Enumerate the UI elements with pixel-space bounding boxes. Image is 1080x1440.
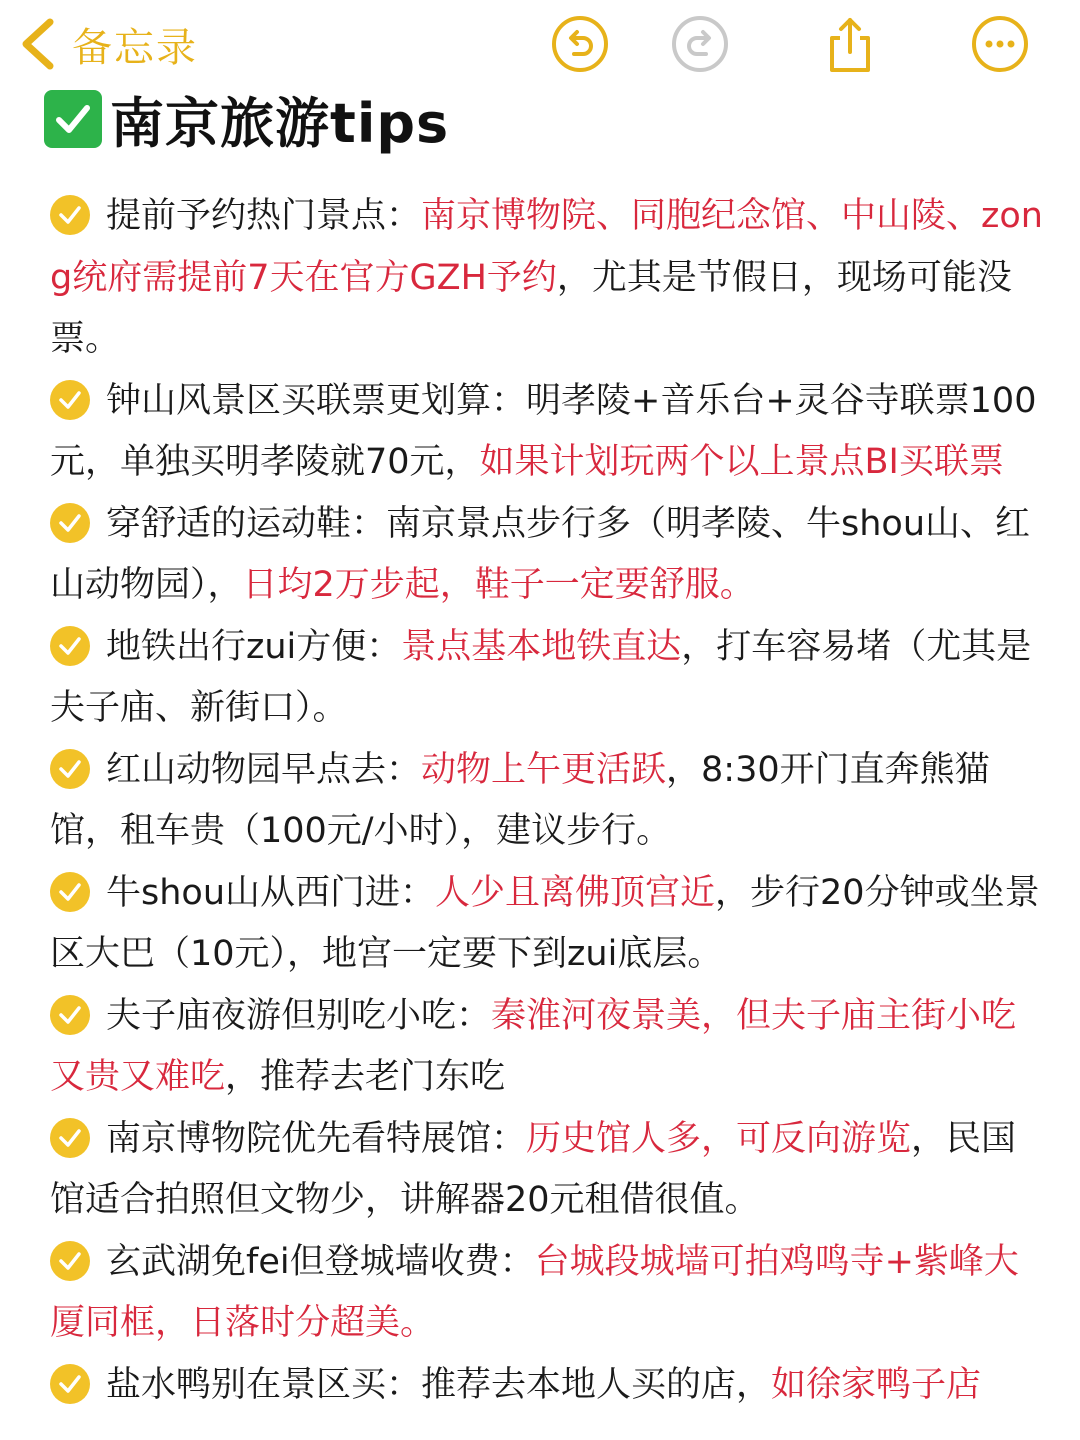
green-checkbox-icon	[44, 90, 102, 148]
tip-item	[50, 494, 1045, 617]
tip-item	[50, 863, 1045, 986]
tip-highlight-text: 动物上午更活跃	[421, 749, 667, 790]
tip-text: 地铁出行zui方便：	[106, 626, 402, 667]
tip-text: 盐水鸭别在景区买：推荐去本地人买的店，	[106, 1364, 772, 1405]
tip-item	[50, 1355, 1045, 1417]
tip-text: ，打车容易堵（尤其是夫子庙、新街口）。	[50, 626, 1032, 728]
check-circle-icon	[50, 872, 90, 912]
check-circle-icon	[50, 626, 90, 666]
check-circle-icon	[50, 1364, 90, 1404]
top-toolbar	[0, 0, 1080, 90]
tip-item	[50, 1232, 1045, 1355]
tip-text: ，8:30开门直奔熊猫馆，租车贵（100元/小时），建议步行。	[50, 749, 990, 851]
tip-text: ，尤其是节假日，现场可能没票。	[50, 257, 1012, 359]
tip-item	[50, 740, 1045, 863]
check-circle-icon	[50, 503, 90, 543]
tip-item	[50, 371, 1045, 494]
tip-highlight-text: 历史馆人多，可反向游览	[526, 1118, 912, 1159]
tip-text: 提前予约热门景点：	[106, 196, 422, 236]
tip-highlight-text: 南京博物院、同胞纪念馆、中山陵、zong统府需提前7天在官方GZH予约	[50, 196, 1043, 298]
tip-item	[50, 986, 1045, 1109]
tip-text: ，推荐去老门东吃	[225, 1057, 506, 1097]
tip-highlight-text: 台城段城墙可拍鸡鸣寺+紫峰大厦同框，日落时分超美。	[50, 1241, 1019, 1343]
tip-text: ，步行20分钟或坐景区大巴（10元），地宫一定要下到zui底层。	[50, 872, 1040, 974]
check-circle-icon	[50, 749, 90, 789]
tip-text: 南京博物院优先看特展馆：	[106, 1118, 527, 1159]
tip-text: 钟山风景区买联票更划算：明孝陵+音乐台+灵谷寺联票100元，单独买明孝陵就70元，	[50, 380, 1037, 482]
note-title-text: 南京旅游tips	[110, 91, 450, 155]
check-circle-icon	[50, 380, 90, 420]
check-circle-icon	[50, 195, 90, 235]
tip-highlight-text: 秦淮河夜景美，但夫子庙主街小吃又贵又难吃	[50, 995, 1017, 1097]
tip-text: 玄武湖免fei但登城墙收费：	[106, 1241, 535, 1282]
tip-item	[50, 617, 1045, 740]
check-circle-icon	[50, 1118, 90, 1158]
note-title	[44, 84, 449, 154]
tip-text: 牛shou山从西门进：	[106, 872, 436, 913]
tip-text: 穿舒适的运动鞋：南京景点步行多（明孝陵、牛shou山、红山动物园），	[50, 503, 1031, 605]
back-label: 备忘录	[72, 24, 198, 71]
more-icon[interactable]	[970, 14, 1030, 74]
tip-text: ，民国馆适合拍照但文物少，讲解器20元租借很值。	[50, 1118, 1017, 1220]
back-chevron-icon	[14, 14, 62, 74]
tip-highlight-text: 景点基本地铁直达	[401, 626, 682, 667]
tip-highlight-text: 如徐家鸭子店	[771, 1364, 982, 1405]
share-icon[interactable]	[820, 14, 880, 74]
check-circle-icon	[50, 995, 90, 1035]
undo-icon[interactable]	[550, 14, 610, 74]
tip-text: 夫子庙夜游但别吃小吃：	[106, 995, 492, 1036]
redo-icon[interactable]	[670, 14, 730, 74]
tip-item	[50, 186, 1045, 371]
tip-item	[50, 1109, 1045, 1232]
tip-highlight-text: 日均2万步起，鞋子一定要舒服。	[242, 565, 755, 605]
tips-list	[50, 186, 1045, 1416]
tip-highlight-text: 人少且离佛顶宫近	[435, 872, 716, 913]
check-circle-icon	[50, 1241, 90, 1281]
back-button[interactable]	[14, 14, 198, 74]
tip-highlight-text: 如果计划玩两个以上景点BI买联票	[479, 442, 1004, 482]
tip-text: 红山动物园早点去：	[106, 749, 422, 790]
